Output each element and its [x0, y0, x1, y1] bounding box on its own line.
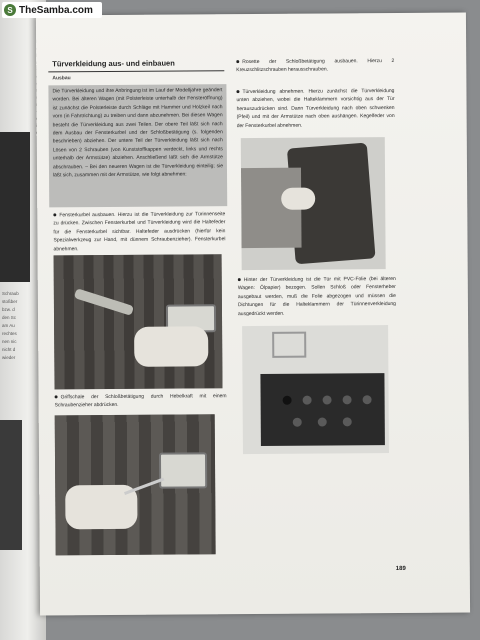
left-page-line: am Au	[2, 323, 15, 328]
left-page-photo	[0, 132, 30, 282]
left-page-line: Schraub	[2, 291, 19, 296]
section-subhead: Ausbau	[52, 75, 71, 82]
bullet-icon	[55, 396, 58, 399]
step-tuerverkleidung	[236, 87, 394, 134]
step-rosette	[236, 57, 394, 82]
step-fensterkurbel	[53, 210, 225, 257]
left-page-line: nicht d	[2, 347, 16, 352]
step-fensterkurbel-text: Fensterkurbel ausbauen. Hierzu ist die Türverkleidung zur Türinnenseite zu drücken. Zwischen Fensterkurbel und Türverkleidung wird die Haltefeder für die Fensterkurbel sichtbar. Haltefeder ausdrücken (hierfür kein Spezialwerkzeug zur Hand, mit dünnem Schraubenzieher). Fensterkurbel abnehmen.	[53, 211, 226, 253]
left-page-line: rechtes	[2, 331, 17, 336]
intro-paragraph: Die Türverkleidung und ihre Anbringung ist im Lauf der Modelljahre geändert worden. Bei älteren Wagen (mit Polsterleiste unterhalb der Fensteröffnung) ist zunächst die Polsterleiste durch Schläge mit Hammer und Holzkeil nach vorn (in Fahrtrichtung) zu treiben und dann abzunehmen. Bei diesen Wagen besteht die Türverkleidung aus zwei Teilen. Der obere Teil läßt sich nach dem Ausbau der Fensterkurbel und der Schloßbetätigung (s. folgenden beschrieben) abziehen. Der untere Teil der Türverkleidung läßt sich nach Lösen von 2 Schrauben (von Kunststoffkappen verdeckt, links und rechts unterhalb der Armstütze) abziehen. Anschließend läßt sich die Armstütze abschrauben. – Bei den neueren Wagen ist die Türverkleidung einteilig; sie läßt sich, zusammen mit der Armstütze, wie folgt abnehmen:	[52, 87, 223, 179]
page-number: 189	[395, 565, 406, 573]
page-title: Türverkleidung aus- und einbauen	[52, 58, 175, 69]
photo-bare-door	[242, 325, 389, 454]
bullet-icon	[236, 90, 239, 93]
gloved-hand	[281, 188, 315, 210]
access-hole	[293, 418, 302, 427]
step-griffschale	[55, 392, 227, 413]
step-griffschale-text: Griffschale der Schloßbetätigung durch Hebelkraft mit einem Schraubenzieher abdrücken.	[54, 393, 227, 409]
left-page-line: den Sc	[2, 315, 17, 320]
gloved-hand	[134, 326, 208, 367]
left-page-line: nen nic	[2, 339, 17, 344]
window-frame	[272, 332, 306, 358]
left-page-line: wieder	[2, 355, 16, 360]
door-inner-skin	[260, 373, 384, 446]
step-pvc-folie-text: Hinter der Türverkleidung ist die Tür mit PVC-Folie (bei älteren Wagen: Ölpapier) bezogen. Sollen Schloß oder Fensterheber ausgebaut werden, muß die Folie abgezogen und müssen die Dichtungen für die Halteklammern der Türinnenverkleidung ausgedrückt werden.	[237, 276, 396, 317]
step-pvc-folie	[238, 275, 396, 328]
samba-logo-icon: S	[4, 4, 16, 16]
access-hole	[303, 396, 312, 405]
site-name: TheSamba.com	[19, 4, 93, 16]
bullet-icon	[53, 214, 56, 217]
photo-latch-shell	[55, 414, 216, 555]
access-hole	[318, 417, 327, 426]
access-hole	[283, 396, 292, 405]
access-hole	[323, 395, 332, 404]
access-hole	[363, 395, 372, 404]
photo-door-panel-removal	[241, 137, 386, 270]
bullet-icon	[238, 278, 241, 281]
photo-window-crank	[54, 254, 223, 389]
left-page-line: bzw. d	[2, 307, 15, 312]
bullet-icon	[236, 60, 239, 63]
site-watermark	[2, 2, 102, 18]
left-page-line: stoßber	[2, 299, 18, 304]
left-page-photo-lower	[0, 420, 22, 550]
step-tuerverkleidung-text: Türverkleidung abnehmen. Hierzu zunächst die Türverkleidung unten abziehen, wobei die Halteklammern vorsichtig aus der Tür herauszudrücken sind. Dann Türverkleidung nach oben schwenken (Pfeil) und mit der Armstütze nach oben aushängen. Kegelfeder von der Fensterkurbel abnehmen.	[236, 88, 395, 129]
latch-chrome	[159, 452, 207, 488]
manual-page	[36, 13, 470, 616]
access-hole	[343, 395, 352, 404]
access-hole	[343, 417, 352, 426]
step-rosette-text: Rosette der Schloßbetätigung ausbauen. Hierzu 2 Kreuzschlitzschrauben herausschrauben.	[236, 58, 395, 74]
